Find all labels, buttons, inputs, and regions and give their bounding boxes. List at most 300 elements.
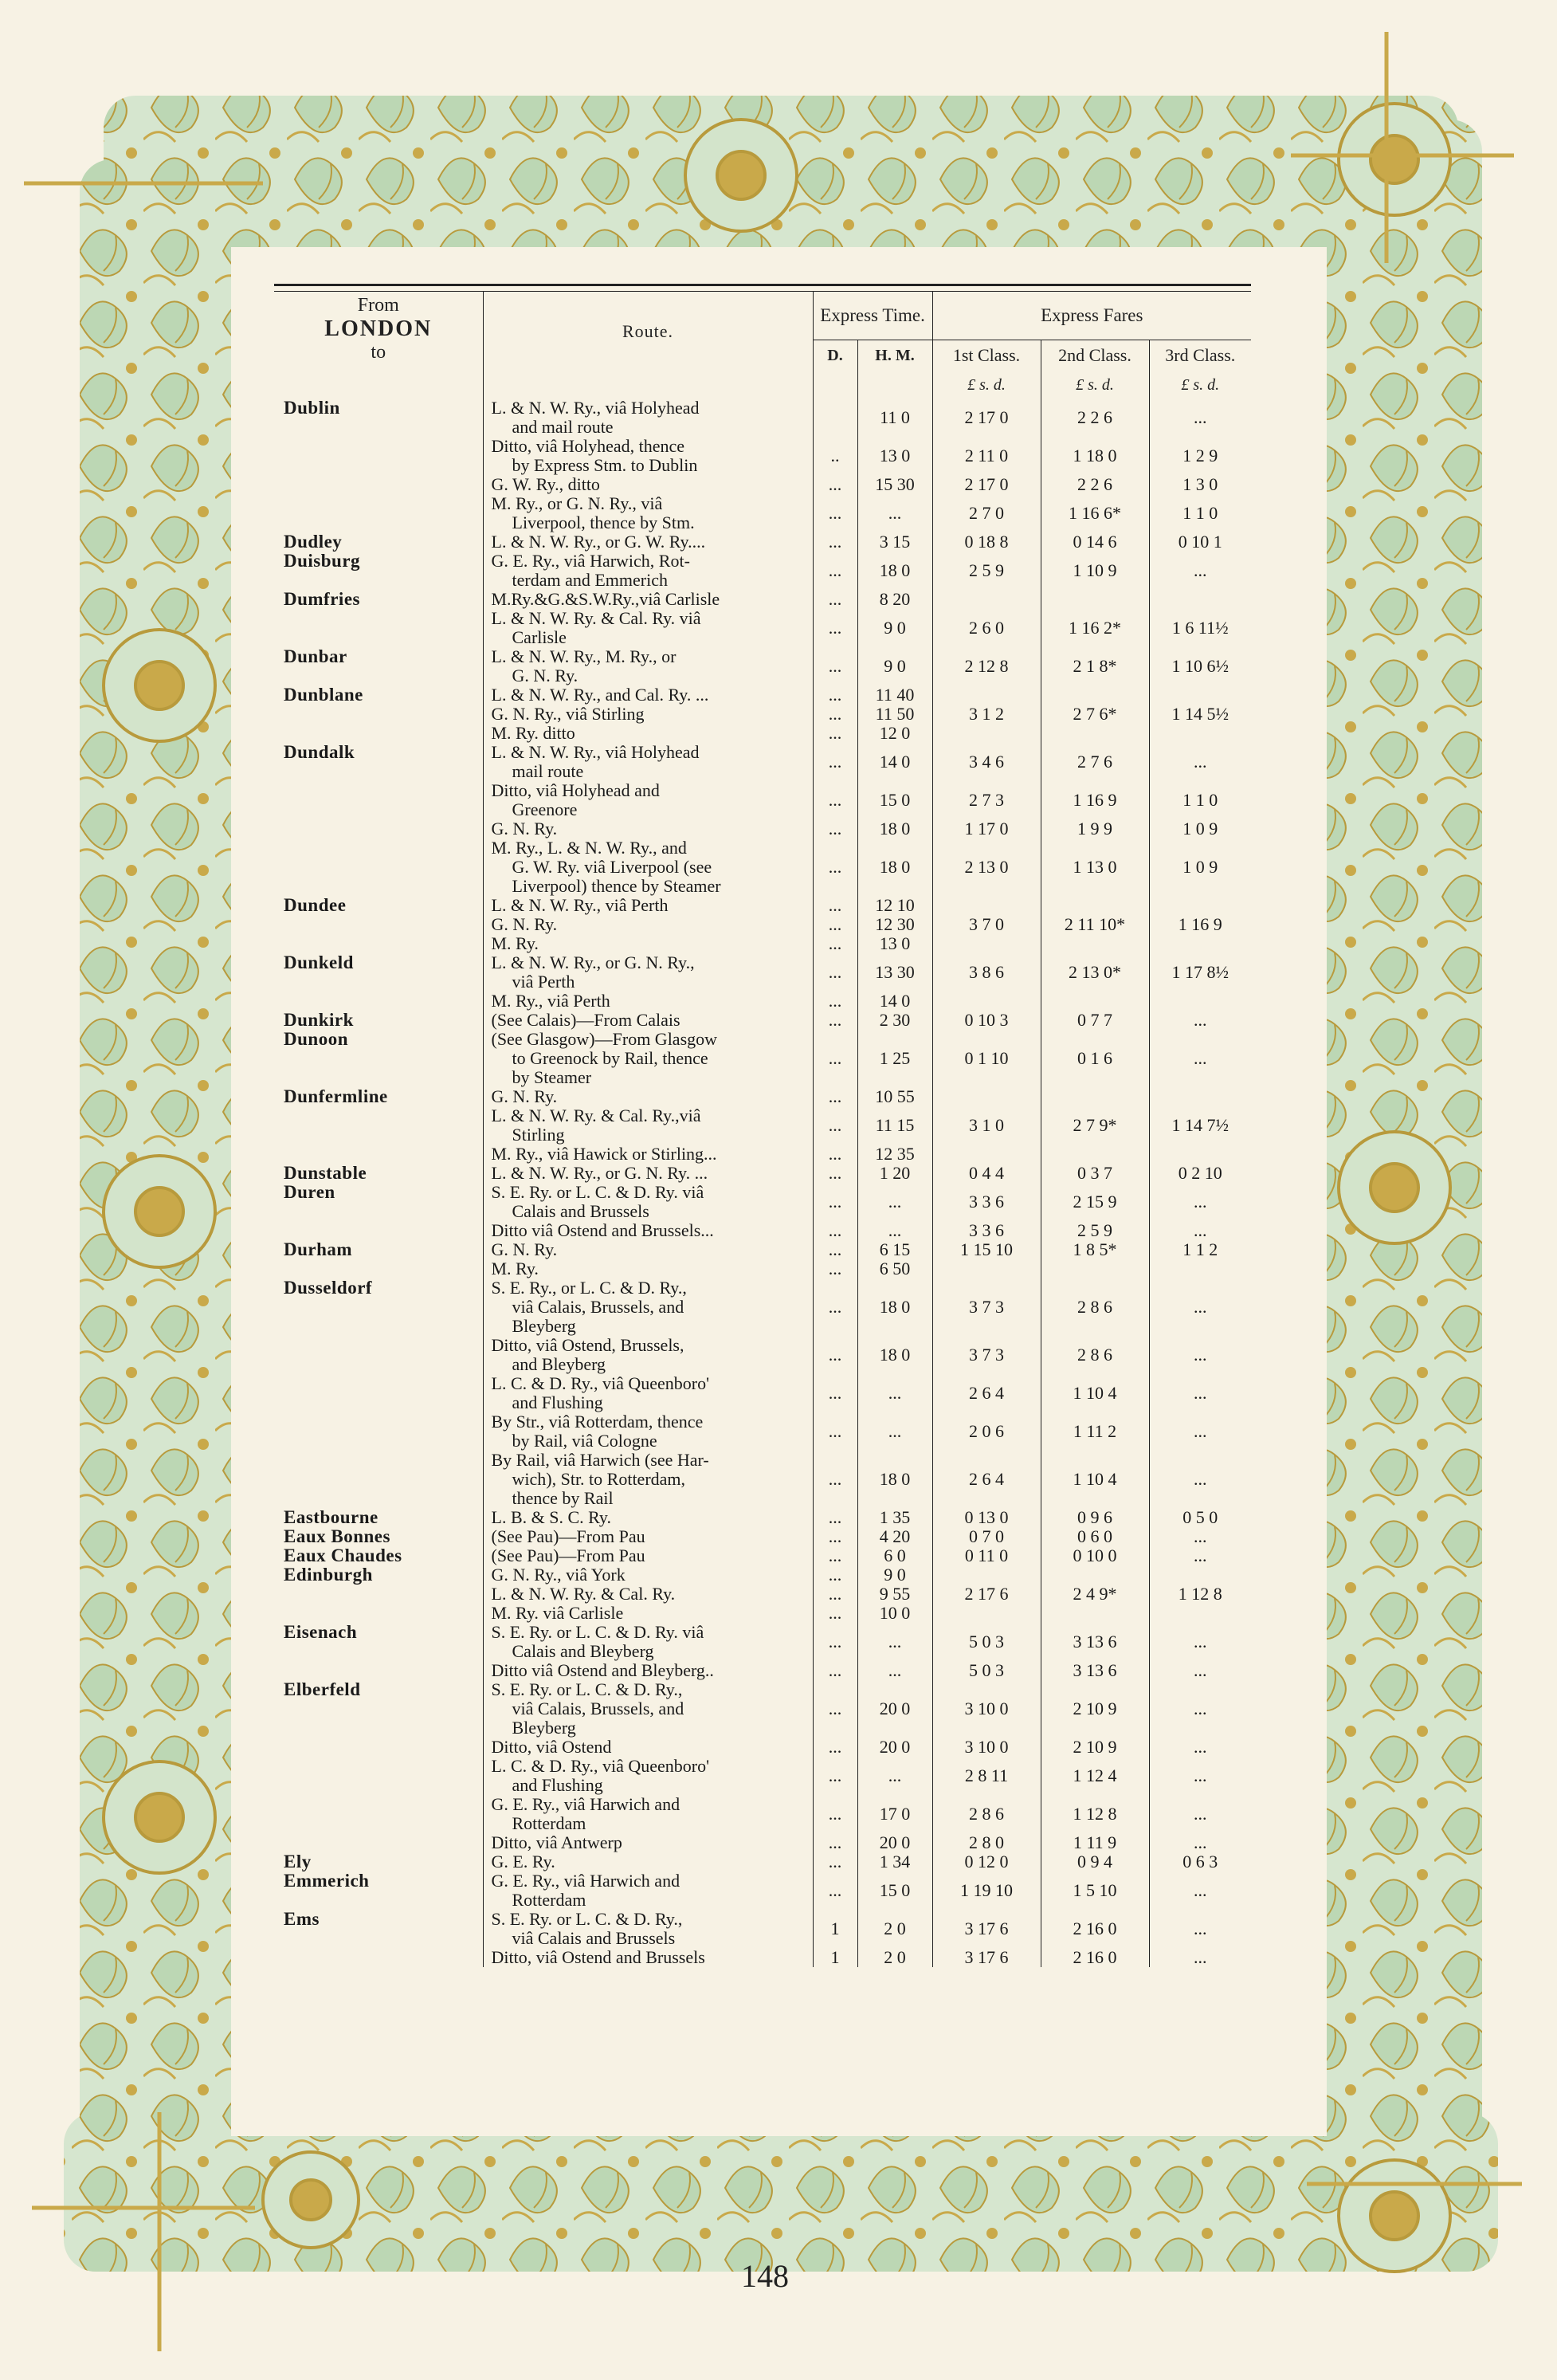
time-days: 1 [813, 1948, 857, 1967]
route-cell [483, 1546, 813, 1565]
time-days: ... [813, 1852, 857, 1871]
time-hours-minutes: 9 0 [857, 1565, 932, 1585]
fare-second-class: 1 10 9 [1041, 552, 1149, 590]
route-cell [483, 1145, 813, 1164]
route-cell [483, 1412, 813, 1451]
table-row [274, 1604, 1251, 1623]
fare-third-class: ... [1194, 1221, 1207, 1240]
place-name: Duren [284, 1183, 335, 1202]
route-line: Ditto, viâ Antwerp [491, 1833, 622, 1852]
fare-second-class: 2 8 6 [1041, 1336, 1149, 1374]
fare-third-class: 1 2 9 [1182, 446, 1218, 465]
fare-third-class: 1 0 9 [1182, 857, 1218, 877]
fare-second-class [1041, 1259, 1149, 1278]
table-row [274, 1087, 1251, 1106]
fare-first-class [932, 1087, 1041, 1106]
place-name: Ems [284, 1910, 320, 1929]
route-cell [483, 1565, 813, 1585]
route-cell [483, 1738, 813, 1757]
fare-second-class: 2 7 6 [1041, 743, 1149, 781]
fare-second-class [1041, 590, 1149, 609]
route-line: G. W. Ry. viâ Liverpool (see [512, 858, 712, 877]
place-name [274, 1948, 483, 1967]
route-cell [483, 1087, 813, 1106]
route-line: (See Calais)—From Calais [491, 1011, 680, 1030]
route-line: L. C. & D. Ry., viâ Queenboro' [491, 1374, 710, 1393]
time-hours-minutes: 14 0 [857, 992, 932, 1011]
fare-second-class: 1 10 4 [1041, 1451, 1149, 1508]
header-class2: 2nd Class. [1041, 340, 1149, 371]
fare-third-class: ... [1194, 1738, 1207, 1757]
time-hours-minutes: 2 0 [857, 1910, 932, 1948]
route-cell [483, 1852, 813, 1871]
time-hours-minutes: 17 0 [857, 1795, 932, 1833]
route-line: M. Ry., viâ Hawick or Stirling... [491, 1145, 717, 1164]
place-name [274, 1604, 483, 1623]
fare-first-class: 0 4 4 [932, 1164, 1041, 1183]
place-name: Eisenach [284, 1623, 358, 1642]
fare-third-class: 1 1 2 [1182, 1240, 1218, 1259]
fare-first-class: 2 8 11 [932, 1757, 1041, 1795]
time-days: ... [813, 992, 857, 1011]
route-cell [483, 1221, 813, 1240]
fare-third-class [1149, 896, 1251, 915]
place-name: Dunoon [284, 1030, 348, 1049]
time-hours-minutes: 6 0 [857, 1546, 932, 1565]
header-lsd-1: £ s. d. [932, 371, 1041, 399]
time-hours-minutes: ... [857, 494, 932, 532]
place-name [274, 475, 483, 494]
route-cell [483, 532, 813, 552]
time-hours-minutes: 20 0 [857, 1833, 932, 1852]
time-hours-minutes: 18 0 [857, 838, 932, 896]
route-line: L. & N. W. Ry. & Cal. Ry.,viâ [491, 1106, 701, 1125]
place-name [274, 992, 483, 1011]
time-hours-minutes: ... [857, 1757, 932, 1795]
place-name: Dunstable [284, 1164, 367, 1183]
time-days: ... [813, 1527, 857, 1546]
fare-first-class: 2 8 0 [932, 1833, 1041, 1852]
header-d: D. [813, 340, 857, 371]
route-line: viâ Calais, Brussels, and [512, 1298, 684, 1317]
route-line: wich), Str. to Rotterdam, [512, 1470, 686, 1489]
fare-second-class: 0 9 6 [1041, 1508, 1149, 1527]
fare-first-class: 5 0 3 [932, 1661, 1041, 1680]
route-line: G. N. Ry. [491, 819, 558, 838]
route-line: L. & N. W. Ry. & Cal. Ry. [491, 1585, 676, 1604]
place-name [274, 609, 483, 647]
time-days: ... [813, 1259, 857, 1278]
route-cell [483, 609, 813, 647]
route-line: Ditto viâ Ostend and Brussels... [491, 1221, 714, 1240]
fare-second-class: 1 16 9 [1041, 781, 1149, 819]
fare-first-class: 3 17 6 [932, 1948, 1041, 1967]
table-row [274, 1145, 1251, 1164]
route-cell [483, 915, 813, 934]
fare-first-class [932, 1604, 1041, 1623]
place-name: Dundee [284, 896, 347, 915]
table-row [274, 992, 1251, 1011]
table-row [274, 1910, 1251, 1948]
table-row [274, 953, 1251, 992]
time-hours-minutes: 11 40 [857, 685, 932, 705]
route-line: By Str., viâ Rotterdam, thence [491, 1412, 704, 1432]
fare-second-class: 2 10 9 [1041, 1738, 1149, 1757]
table-row [274, 1546, 1251, 1565]
route-line: Ditto viâ Ostend and Bleyberg.. [491, 1661, 714, 1680]
fare-third-class: 1 1 0 [1182, 790, 1218, 810]
fare-first-class: 2 17 0 [932, 475, 1041, 494]
time-days: ... [813, 1336, 857, 1374]
route-line: terdam and Emmerich [512, 571, 668, 590]
fare-second-class: 0 14 6 [1041, 532, 1149, 552]
time-days: ... [813, 1087, 857, 1106]
route-line: G. E. Ry., viâ Harwich, Rot- [491, 552, 690, 571]
route-cell [483, 1910, 813, 1948]
fare-third-class: ... [1194, 1421, 1207, 1441]
place-name: Eaux Chaudes [284, 1546, 402, 1565]
fare-first-class [932, 1565, 1041, 1585]
route-cell [483, 953, 813, 992]
table-row [274, 437, 1251, 475]
place-name: Dumfries [284, 590, 360, 609]
route-line: M. Ry., L. & N. W. Ry., and [491, 838, 687, 858]
fare-third-class: ... [1194, 1345, 1207, 1365]
table-row [274, 1833, 1251, 1852]
fare-third-class [1149, 1565, 1251, 1585]
fare-third-class: 0 5 0 [1182, 1508, 1218, 1527]
table-row [274, 1030, 1251, 1087]
route-cell [483, 1604, 813, 1623]
fare-first-class: 3 7 3 [932, 1336, 1041, 1374]
header-lsd-3: £ s. d. [1181, 375, 1220, 394]
fare-first-class: 3 1 2 [932, 705, 1041, 724]
place-name [274, 1451, 483, 1508]
route-line: Bleyberg [512, 1718, 576, 1738]
fare-third-class: ... [1194, 1546, 1207, 1565]
route-cell [483, 1164, 813, 1183]
route-cell [483, 399, 813, 437]
place-name [274, 1833, 483, 1852]
route-line: Carlisle [512, 628, 567, 647]
fare-second-class: 0 1 6 [1041, 1030, 1149, 1087]
fare-second-class: 0 7 7 [1041, 1011, 1149, 1030]
route-line: S. E. Ry. or L. C. & D. Ry., [491, 1910, 683, 1929]
time-days: ... [813, 1871, 857, 1910]
fare-table [274, 292, 1251, 1967]
route-cell [483, 552, 813, 590]
table-row [274, 1795, 1251, 1833]
time-hours-minutes: 8 20 [857, 590, 932, 609]
route-cell [483, 1948, 813, 1967]
time-hours-minutes: 6 50 [857, 1259, 932, 1278]
place-name [274, 1106, 483, 1145]
time-hours-minutes: ... [857, 1221, 932, 1240]
fare-third-class: 1 1 0 [1182, 503, 1218, 523]
fare-third-class: 0 10 1 [1178, 532, 1222, 552]
time-days: ... [813, 552, 857, 590]
time-hours-minutes: 18 0 [857, 1336, 932, 1374]
route-line: L. & N. W. Ry., or G. N. Ry. ... [491, 1164, 708, 1183]
time-hours-minutes: 2 0 [857, 1948, 932, 1967]
fare-second-class: 0 9 4 [1041, 1852, 1149, 1871]
table-row [274, 934, 1251, 953]
time-hours-minutes: 4 20 [857, 1527, 932, 1546]
fare-second-class: 2 5 9 [1041, 1221, 1149, 1240]
fare-first-class [932, 934, 1041, 953]
table-row [274, 1451, 1251, 1508]
fare-first-class: 3 10 0 [932, 1680, 1041, 1738]
fare-second-class [1041, 685, 1149, 705]
fare-second-class: 2 11 10* [1041, 915, 1149, 934]
table-row [274, 781, 1251, 819]
route-line: S. E. Ry. or L. C. & D. Ry., [491, 1680, 683, 1699]
time-hours-minutes: 13 0 [857, 934, 932, 953]
route-line: and Bleyberg [512, 1355, 606, 1374]
route-cell [483, 1871, 813, 1910]
table-row [274, 1565, 1251, 1585]
place-name [274, 819, 483, 838]
time-hours-minutes: 9 0 [857, 609, 932, 647]
time-hours-minutes: 18 0 [857, 552, 932, 590]
time-days: ... [813, 953, 857, 992]
time-days: ... [813, 896, 857, 915]
place-name: Dunbar [284, 647, 347, 666]
time-hours-minutes: 12 10 [857, 896, 932, 915]
time-hours-minutes: 18 0 [857, 1278, 932, 1336]
header-express-time: Express Time. [813, 292, 932, 340]
place-name [274, 705, 483, 724]
fare-first-class: 3 8 6 [932, 953, 1041, 992]
route-cell [483, 590, 813, 609]
time-days: ... [813, 1374, 857, 1412]
route-cell [483, 724, 813, 743]
table-row [274, 590, 1251, 609]
time-hours-minutes: 12 35 [857, 1145, 932, 1164]
table-row [274, 819, 1251, 838]
route-line: G. N. Ry. [491, 1087, 558, 1106]
place-name: Dunblane [284, 685, 363, 705]
fare-second-class [1041, 934, 1149, 953]
place-name [274, 1145, 483, 1164]
route-line: Liverpool, thence by Stm. [512, 513, 695, 532]
route-line: and Flushing [512, 1393, 603, 1412]
fare-first-class: 2 0 6 [932, 1412, 1041, 1451]
table-row [274, 494, 1251, 532]
fare-third-class [1149, 1604, 1251, 1623]
route-cell [483, 1259, 813, 1278]
place-name: Duisburg [284, 552, 361, 571]
fare-first-class: 0 1 10 [932, 1030, 1041, 1087]
fare-first-class: 3 7 3 [932, 1278, 1041, 1336]
header-express-fares: Express Fares [932, 292, 1251, 340]
time-hours-minutes: 3 15 [857, 532, 932, 552]
fare-third-class: 1 6 11½ [1171, 618, 1229, 638]
fare-second-class: 2 10 9 [1041, 1680, 1149, 1738]
route-line: Greenore [512, 800, 578, 819]
route-line: G. E. Ry., viâ Harwich and [491, 1795, 680, 1814]
fare-third-class: 1 10 6½ [1171, 656, 1230, 676]
time-days: ... [813, 1451, 857, 1508]
fare-first-class [932, 1145, 1041, 1164]
time-hours-minutes: 12 30 [857, 915, 932, 934]
fare-second-class: 1 8 5* [1041, 1240, 1149, 1259]
time-hours-minutes: 15 0 [857, 1871, 932, 1910]
fare-first-class: 3 3 6 [932, 1221, 1041, 1240]
fare-second-class: 2 7 6* [1041, 705, 1149, 724]
route-cell [483, 934, 813, 953]
place-name: Emmerich [284, 1871, 370, 1891]
time-hours-minutes: 9 0 [857, 647, 932, 685]
route-line: to Greenock by Rail, thence [512, 1049, 708, 1068]
place-name [274, 1336, 483, 1374]
route-line: viâ Calais and Brussels [512, 1929, 676, 1948]
time-days: ... [813, 1011, 857, 1030]
time-days: ... [813, 819, 857, 838]
table-row [274, 743, 1251, 781]
time-hours-minutes: ... [857, 1412, 932, 1451]
place-name: Durham [284, 1240, 353, 1259]
fare-third-class: ... [1194, 752, 1207, 772]
header-class3: 3rd Class. [1165, 345, 1236, 366]
route-cell [483, 1527, 813, 1546]
fare-first-class [932, 896, 1041, 915]
fare-third-class: ... [1194, 1948, 1207, 1967]
time-hours-minutes: 11 15 [857, 1106, 932, 1145]
route-cell [483, 1795, 813, 1833]
route-line: Bleyberg [512, 1317, 576, 1336]
route-cell [483, 685, 813, 705]
time-days: ... [813, 838, 857, 896]
time-days: ... [813, 1585, 857, 1604]
fare-second-class: 2 1 8* [1041, 647, 1149, 685]
route-cell [483, 1508, 813, 1527]
time-days: ... [813, 743, 857, 781]
fare-first-class: 2 7 3 [932, 781, 1041, 819]
table-row [274, 1412, 1251, 1451]
fare-third-class: ... [1194, 1699, 1207, 1718]
fare-first-class: 0 12 0 [932, 1852, 1041, 1871]
fare-second-class: 1 13 0 [1041, 838, 1149, 896]
fare-first-class: 3 7 0 [932, 915, 1041, 934]
route-line: thence by Rail [512, 1489, 614, 1508]
fare-second-class [1041, 992, 1149, 1011]
fare-second-class [1041, 1087, 1149, 1106]
place-name [274, 1661, 483, 1680]
fare-third-class: 1 17 8½ [1171, 962, 1230, 982]
time-days: ... [813, 781, 857, 819]
route-line: Ditto, viâ Ostend, Brussels, [491, 1336, 684, 1355]
table-row [274, 609, 1251, 647]
route-cell [483, 1278, 813, 1336]
fare-first-class: 1 19 10 [932, 1871, 1041, 1910]
route-line: Ditto, viâ Holyhead, thence [491, 437, 685, 456]
time-hours-minutes: ... [857, 1661, 932, 1680]
place-name [274, 1795, 483, 1833]
place-name [274, 915, 483, 934]
fare-second-class [1041, 1565, 1149, 1585]
place-name [274, 1585, 483, 1604]
fare-third-class: 1 14 7½ [1171, 1115, 1230, 1135]
time-hours-minutes: 1 35 [857, 1508, 932, 1527]
fare-third-class: ... [1194, 1919, 1207, 1938]
time-hours-minutes: 18 0 [857, 819, 932, 838]
table-row [274, 647, 1251, 685]
fare-third-class: 1 3 0 [1182, 475, 1218, 494]
route-cell [483, 475, 813, 494]
fare-second-class [1041, 1145, 1149, 1164]
time-hours-minutes: 20 0 [857, 1680, 932, 1738]
fare-third-class: ... [1194, 1527, 1207, 1546]
place-name [274, 1412, 483, 1451]
route-cell [483, 1374, 813, 1412]
time-hours-minutes: 1 25 [857, 1030, 932, 1087]
place-name [274, 494, 483, 532]
time-days: ... [813, 705, 857, 724]
fare-first-class: 2 17 6 [932, 1585, 1041, 1604]
table-row [274, 1221, 1251, 1240]
route-line: By Rail, viâ Harwich (see Har- [491, 1451, 709, 1470]
fare-third-class [1149, 685, 1251, 705]
route-line: Liverpool) thence by Steamer [512, 877, 721, 896]
fare-first-class: 2 11 0 [932, 437, 1041, 475]
time-hours-minutes: ... [857, 1183, 932, 1221]
place-name: Eaux Bonnes [284, 1527, 390, 1546]
route-cell [483, 1757, 813, 1795]
route-line: G. N. Ry. [512, 666, 578, 685]
place-name [274, 781, 483, 819]
table-row [274, 1106, 1251, 1145]
route-line: (See Glasgow)—From Glasgow [491, 1030, 718, 1049]
table-row [274, 532, 1251, 552]
fare-second-class: 0 10 0 [1041, 1546, 1149, 1565]
time-days: ... [813, 1221, 857, 1240]
fare-third-class: ... [1194, 1011, 1207, 1030]
fare-third-class [1149, 590, 1251, 609]
top-rule [274, 284, 1251, 286]
time-days: ... [813, 1604, 857, 1623]
time-hours-minutes: 20 0 [857, 1738, 932, 1757]
route-cell [483, 1623, 813, 1661]
fare-second-class: 1 11 9 [1041, 1833, 1149, 1852]
fare-first-class: 2 6 4 [932, 1374, 1041, 1412]
place-name: Eastbourne [284, 1508, 378, 1527]
place-name: Dundalk [284, 743, 355, 762]
route-line: (See Pau)—From Pau [491, 1527, 645, 1546]
fare-second-class: 2 8 6 [1041, 1278, 1149, 1336]
fare-third-class: ... [1194, 1192, 1207, 1212]
route-line: Ditto, viâ Ostend and Brussels [491, 1948, 705, 1967]
route-line: G. E. Ry., viâ Harwich and [491, 1871, 680, 1891]
time-days: ... [813, 1661, 857, 1680]
time-hours-minutes: ... [857, 1623, 932, 1661]
time-days: ... [813, 1164, 857, 1183]
header-hm: H. M. [857, 340, 932, 371]
fare-first-class: 2 5 9 [932, 552, 1041, 590]
fare-first-class [932, 685, 1041, 705]
fare-first-class: 2 13 0 [932, 838, 1041, 896]
table-row [274, 399, 1251, 437]
fare-second-class: 3 13 6 [1041, 1661, 1149, 1680]
fare-first-class: 3 1 0 [932, 1106, 1041, 1145]
fare-third-class: 1 14 5½ [1171, 705, 1230, 724]
route-cell [483, 1833, 813, 1852]
route-line: S. E. Ry. or L. C. & D. Ry. viâ [491, 1183, 704, 1202]
route-line: L. & N. W. Ry., or G. N. Ry., [491, 953, 695, 972]
fare-second-class [1041, 1604, 1149, 1623]
place-name: Dublin [284, 399, 340, 418]
route-line: by Steamer [512, 1068, 592, 1087]
